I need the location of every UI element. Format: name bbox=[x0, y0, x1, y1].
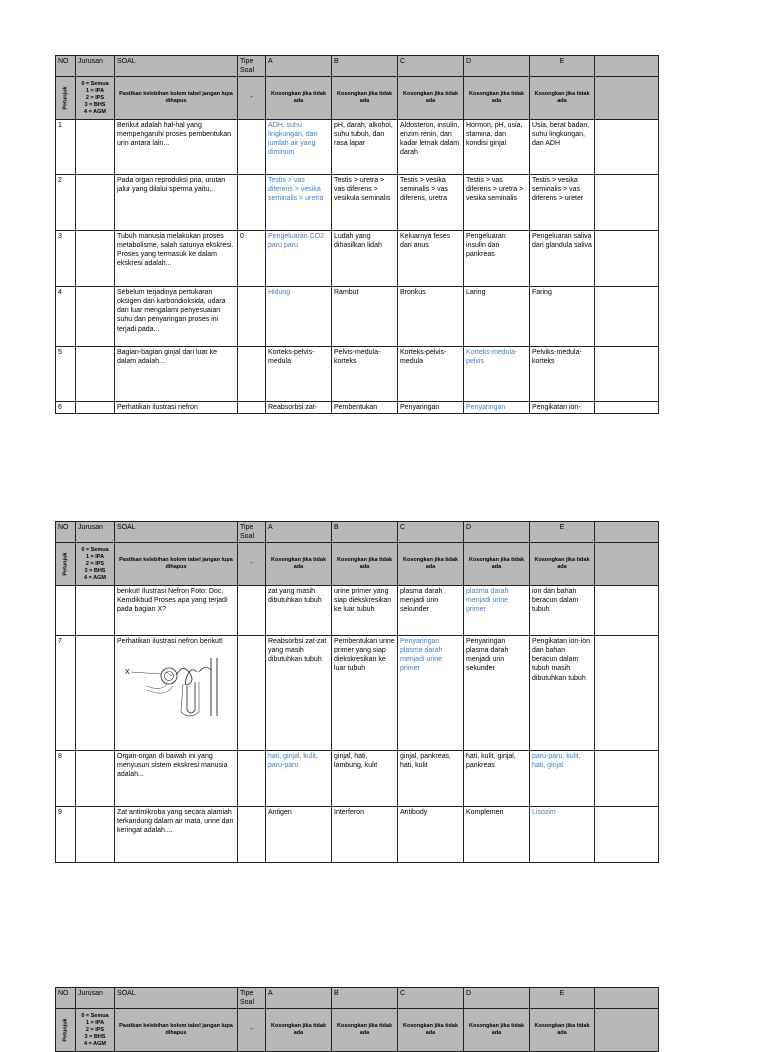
header-soal: SOAL bbox=[115, 56, 238, 77]
option-a: zat yang masih dibutuhkan tubuh bbox=[266, 586, 332, 636]
option-d: Penyaringan bbox=[464, 402, 530, 414]
hint-option-b: Kosongkan jika tidak ada bbox=[332, 77, 398, 120]
option-b: ginjal, hati, lambung, kulit bbox=[332, 751, 398, 807]
row-no: 6 bbox=[56, 402, 76, 414]
code-line: 4 = AGM bbox=[84, 1040, 106, 1047]
row-tipe bbox=[238, 807, 266, 863]
header-tipe: Tipe Soal bbox=[238, 56, 266, 77]
hint-option-d: Kosongkan jika tidak ada bbox=[464, 1009, 530, 1052]
department-codes bbox=[76, 543, 115, 586]
option-e: Pengikatan ion-ion dan bahan beracun dalam tubuh masih dibutuhkan tubuh bbox=[530, 636, 595, 751]
option-d: Laring bbox=[464, 287, 530, 347]
row-no: 3 bbox=[56, 231, 76, 287]
option-d: Testis > vas diferens > uretra > vesika seminalis bbox=[464, 175, 530, 231]
row-no bbox=[56, 586, 76, 636]
code-line: 3 = BHS bbox=[84, 1033, 106, 1040]
table-row bbox=[56, 120, 659, 175]
figure-label-x: X bbox=[125, 669, 130, 677]
option-d: plasma darah menjadi urine primer bbox=[464, 586, 530, 636]
question-table-3 bbox=[55, 987, 658, 1052]
header-tipe: Tipe Soal bbox=[238, 988, 266, 1009]
hint-option-a: Kosongkan jika tidak ada bbox=[266, 77, 332, 120]
table-header-row bbox=[56, 56, 659, 77]
option-e: paru-paru, kulit, hati, ginjal bbox=[530, 751, 595, 807]
hint-label-cell bbox=[56, 1009, 76, 1052]
option-c: Antibody bbox=[398, 807, 464, 863]
row-no: 4 bbox=[56, 287, 76, 347]
row-tipe bbox=[238, 120, 266, 175]
header-jurusan: Jurusan bbox=[76, 988, 115, 1009]
option-a: Hidung bbox=[266, 287, 332, 347]
header-c: C bbox=[398, 988, 464, 1009]
hint-row bbox=[56, 77, 659, 120]
header-d: D bbox=[464, 522, 530, 543]
option-e: Pengeluaran saliva dari glandula saliva bbox=[530, 231, 595, 287]
row-jurusan bbox=[76, 347, 115, 402]
row-jurusan bbox=[76, 175, 115, 231]
hint-option-e: Kosongkan jika tidak ada bbox=[530, 77, 595, 120]
option-a: Reabsorbsi zat- bbox=[266, 402, 332, 414]
code-line: 2 = IPS bbox=[85, 1026, 105, 1033]
code-line: 1 = IPA bbox=[85, 1019, 105, 1026]
row-tipe bbox=[238, 347, 266, 402]
row-blank bbox=[595, 402, 659, 414]
hint-option-c: Kosongkan jika tidak ada bbox=[398, 77, 464, 120]
option-e: Pengikatan ion- bbox=[530, 402, 595, 414]
option-b: urine primer yang siap diekskresikan ke luar tubuh bbox=[332, 586, 398, 636]
header-no: NO bbox=[56, 988, 76, 1009]
row-jurusan bbox=[76, 231, 115, 287]
option-b: Pembentukan urine primer yang siap diekskresikan ke luar tubuh bbox=[332, 636, 398, 751]
header-jurusan: Jurusan bbox=[76, 56, 115, 77]
hint-blank bbox=[595, 1009, 659, 1052]
row-tipe bbox=[238, 287, 266, 347]
table-row bbox=[56, 231, 659, 287]
header-a: A bbox=[266, 522, 332, 543]
row-jurusan bbox=[76, 636, 115, 751]
option-a: hati, ginjal, kulit, paru-paru bbox=[266, 751, 332, 807]
row-blank bbox=[595, 175, 659, 231]
option-e: Lisozim bbox=[530, 807, 595, 863]
hint-option-e: Kosongkan jika tidak ada bbox=[530, 1009, 595, 1052]
option-c: Penyaringan bbox=[398, 402, 464, 414]
option-d: hati, kulit, ginjal, pankreas bbox=[464, 751, 530, 807]
hint-option-a: Kosongkan jika tidak ada bbox=[266, 543, 332, 586]
row-soal: Sebelum terjadinya pertukaran oksigen dan karbondioksida, udara dari luar mengalami penyesuaian suhu dan penyaringan proses ini terjadi pada... bbox=[115, 287, 238, 347]
code-line: 4 = AGM bbox=[84, 574, 106, 581]
row-soal: Berikut adalah hal-hal yang mempengaruhi proses pembentukan urin antara lain... bbox=[115, 120, 238, 175]
hint-label-cell bbox=[56, 543, 76, 586]
row-jurusan bbox=[76, 120, 115, 175]
option-d: Komplemen bbox=[464, 807, 530, 863]
code-line: 4 = AGM bbox=[84, 108, 106, 115]
header-jurusan: Jurusan bbox=[76, 522, 115, 543]
header-soal: SOAL bbox=[115, 988, 238, 1009]
option-b: Pembentukan bbox=[332, 402, 398, 414]
table-row bbox=[56, 287, 659, 347]
hint-option-d: Kosongkan jika tidak ada bbox=[464, 543, 530, 586]
header-a: A bbox=[266, 988, 332, 1009]
table-row bbox=[56, 807, 659, 863]
option-a: Reabsorbsi zat-zat yang masih dibutuhkan tubuh bbox=[266, 636, 332, 751]
row-jurusan bbox=[76, 402, 115, 414]
header-a: A bbox=[266, 56, 332, 77]
row-jurusan bbox=[76, 586, 115, 636]
row-tipe bbox=[238, 586, 266, 636]
row-no: 9 bbox=[56, 807, 76, 863]
row-tipe bbox=[238, 751, 266, 807]
table-header-row bbox=[56, 988, 659, 1009]
hint-option-b: Kosongkan jika tidak ada bbox=[332, 1009, 398, 1052]
hint-label: Petunjuk bbox=[62, 86, 69, 110]
table-row bbox=[56, 402, 659, 414]
table-row bbox=[56, 586, 659, 636]
option-c: ginjal, pankreas, hati, kulit bbox=[398, 751, 464, 807]
code-line: 0 = Semua bbox=[81, 1013, 109, 1019]
header-b: B bbox=[332, 56, 398, 77]
header-d: D bbox=[464, 988, 530, 1009]
hint-option-e: Kosongkan jika tidak ada bbox=[530, 543, 595, 586]
hint-option-b: Kosongkan jika tidak ada bbox=[332, 543, 398, 586]
hint-option-a: Kosongkan jika tidak ada bbox=[266, 1009, 332, 1052]
table-row bbox=[56, 751, 659, 807]
code-line: 0 = Semua bbox=[81, 81, 109, 87]
header-soal: SOAL bbox=[115, 522, 238, 543]
row-blank bbox=[595, 347, 659, 402]
option-a: ADH, suhu lingkungan, dan jumlah air yang diminum bbox=[266, 120, 332, 175]
row-blank bbox=[595, 287, 659, 347]
table-row bbox=[56, 636, 659, 751]
row-soal: Tubuh manusia melakukan proses metabolisme, salah satunya ekskresi. Proses yang termasuk ke dalam ekskresi adalah... bbox=[115, 231, 238, 287]
row-jurusan bbox=[76, 751, 115, 807]
option-b: Rambut bbox=[332, 287, 398, 347]
header-c: C bbox=[398, 522, 464, 543]
row-soal: Bagian-bagian ginjal dari luar ke dalam adalah... bbox=[115, 347, 238, 402]
row-blank bbox=[595, 636, 659, 751]
hint-option-d: Kosongkan jika tidak ada bbox=[464, 77, 530, 120]
row-soal: Zat antimikroba yang secara alamiah terkandung dalam air mata, urine dan keringat adalah.... bbox=[115, 807, 238, 863]
code-line: 1 = IPA bbox=[85, 87, 105, 94]
row-no: 5 bbox=[56, 347, 76, 402]
option-a: Testis > vas diferens > vesika seminalis > uretra bbox=[266, 175, 332, 231]
question-text: Perhatikan ilustrasi nefron berikut! bbox=[117, 638, 223, 646]
option-e: ion dan bahan beracun dalam tubuh bbox=[530, 586, 595, 636]
row-soal: Perhatikan ilustrasi nefron bbox=[115, 402, 238, 414]
option-c: Aldosteron, insulin, enzim renin, dan kadar lemak dalam darah bbox=[398, 120, 464, 175]
header-no: NO bbox=[56, 56, 76, 77]
option-c: Penyaringan plasma darah menjadi urine primer bbox=[398, 636, 464, 751]
code-line: 0 = Semua bbox=[81, 547, 109, 553]
table-row bbox=[56, 347, 659, 402]
hint-blank bbox=[595, 77, 659, 120]
hint-tipe: - bbox=[238, 1009, 266, 1052]
header-d: D bbox=[464, 56, 530, 77]
option-c: Keluarnya feses dari anus bbox=[398, 231, 464, 287]
hint-option-c: Kosongkan jika tidak ada bbox=[398, 1009, 464, 1052]
row-soal: berikut! Ilustrasi Nefron Foto: Doc. Kemdikbud Proses apa yang terjadi pada bagian X? bbox=[115, 586, 238, 636]
row-blank bbox=[595, 807, 659, 863]
hint-row bbox=[56, 1009, 659, 1052]
option-a: Korteks-pelvis-medula bbox=[266, 347, 332, 402]
option-c: plasma darah menjadi urin sekunder bbox=[398, 586, 464, 636]
row-soal: Pada organ reproduksi pria, urutan jalur yang dilalui sperma yaitu... bbox=[115, 175, 238, 231]
row-soal bbox=[115, 636, 238, 751]
hint-row bbox=[56, 543, 659, 586]
option-e: Testis > vesika seminalis > vas diferens > ureter bbox=[530, 175, 595, 231]
row-jurusan bbox=[76, 287, 115, 347]
header-blank bbox=[595, 56, 659, 77]
row-jurusan bbox=[76, 807, 115, 863]
row-blank bbox=[595, 751, 659, 807]
option-e: Faring bbox=[530, 287, 595, 347]
hint-tipe: - bbox=[238, 543, 266, 586]
option-a: Antigen bbox=[266, 807, 332, 863]
code-line: 1 = IPA bbox=[85, 553, 105, 560]
header-blank bbox=[595, 988, 659, 1009]
hint-label: Petunjuk bbox=[62, 552, 69, 576]
hint-tipe: - bbox=[238, 77, 266, 120]
row-no: 2 bbox=[56, 175, 76, 231]
row-blank bbox=[595, 120, 659, 175]
option-d: Pengeluaran insulin dari pankreas bbox=[464, 231, 530, 287]
header-e: E bbox=[530, 56, 595, 77]
row-blank bbox=[595, 586, 659, 636]
hint-blank bbox=[595, 543, 659, 586]
header-b: B bbox=[332, 988, 398, 1009]
option-d: Hormon, pH, usia, stamina, dan kondisi ginjal bbox=[464, 120, 530, 175]
row-soal: Organ-organ di bawah ini yang menyusun sistem ekskresi manusia adalah... bbox=[115, 751, 238, 807]
header-e: E bbox=[530, 522, 595, 543]
department-codes bbox=[76, 1009, 115, 1052]
hint-soal: Pastikan kelebihan kolom tabel jangan lupa dihapus bbox=[115, 1009, 238, 1052]
option-c: Bronkus bbox=[398, 287, 464, 347]
option-b: Pelvis-medula-korteks bbox=[332, 347, 398, 402]
question-table-1 bbox=[55, 55, 658, 414]
option-d: Korteks-medula-pelvis bbox=[464, 347, 530, 402]
row-tipe bbox=[238, 636, 266, 751]
header-blank bbox=[595, 522, 659, 543]
header-no: NO bbox=[56, 522, 76, 543]
option-e: Pelviks-medula-korteks bbox=[530, 347, 595, 402]
question-table-2 bbox=[55, 521, 658, 863]
code-line: 3 = BHS bbox=[84, 567, 106, 574]
table-header-row bbox=[56, 522, 659, 543]
option-c: Korteks-pelvis-medula bbox=[398, 347, 464, 402]
code-line: 2 = IPS bbox=[85, 560, 105, 567]
hint-label: Petunjuk bbox=[62, 1018, 69, 1042]
table-row bbox=[56, 175, 659, 231]
header-tipe: Tipe Soal bbox=[238, 522, 266, 543]
row-no: 7 bbox=[56, 636, 76, 751]
option-c: Testis > vesika seminalis > vas diferens, uretra bbox=[398, 175, 464, 231]
option-d: Penyaringan plasma darah menjadi urin sekunder bbox=[464, 636, 530, 751]
option-e: Usia, berat badan, suhu lingkungan, dan ADH bbox=[530, 120, 595, 175]
hint-option-c: Kosongkan jika tidak ada bbox=[398, 543, 464, 586]
row-tipe bbox=[238, 402, 266, 414]
code-line: 2 = IPS bbox=[85, 94, 105, 101]
code-line: 3 = BHS bbox=[84, 101, 106, 108]
row-tipe bbox=[238, 175, 266, 231]
hint-soal: Pastikan kelebihan kolom tabel jangan lupa dihapus bbox=[115, 543, 238, 586]
option-b: Ludah yang dihasilkan lidah bbox=[332, 231, 398, 287]
option-b: pH, darah, alkohol, suhu tubuh, dan rasa lapar bbox=[332, 120, 398, 175]
option-b: Interferon bbox=[332, 807, 398, 863]
option-a: Pengeluaran CO2 paru paru bbox=[266, 231, 332, 287]
hint-soal: Pastikan kelebihan kolom tabel jangan lupa dihapus bbox=[115, 77, 238, 120]
option-b: Testis > uretra > vas diferens > vesikula seminalis bbox=[332, 175, 398, 231]
nephron-illustration bbox=[117, 652, 233, 718]
row-blank bbox=[595, 231, 659, 287]
row-no: 1 bbox=[56, 120, 76, 175]
hint-label-cell bbox=[56, 77, 76, 120]
row-tipe: 0 bbox=[238, 231, 266, 287]
header-b: B bbox=[332, 522, 398, 543]
header-e: E bbox=[530, 988, 595, 1009]
department-codes bbox=[76, 77, 115, 120]
header-c: C bbox=[398, 56, 464, 77]
row-no: 8 bbox=[56, 751, 76, 807]
